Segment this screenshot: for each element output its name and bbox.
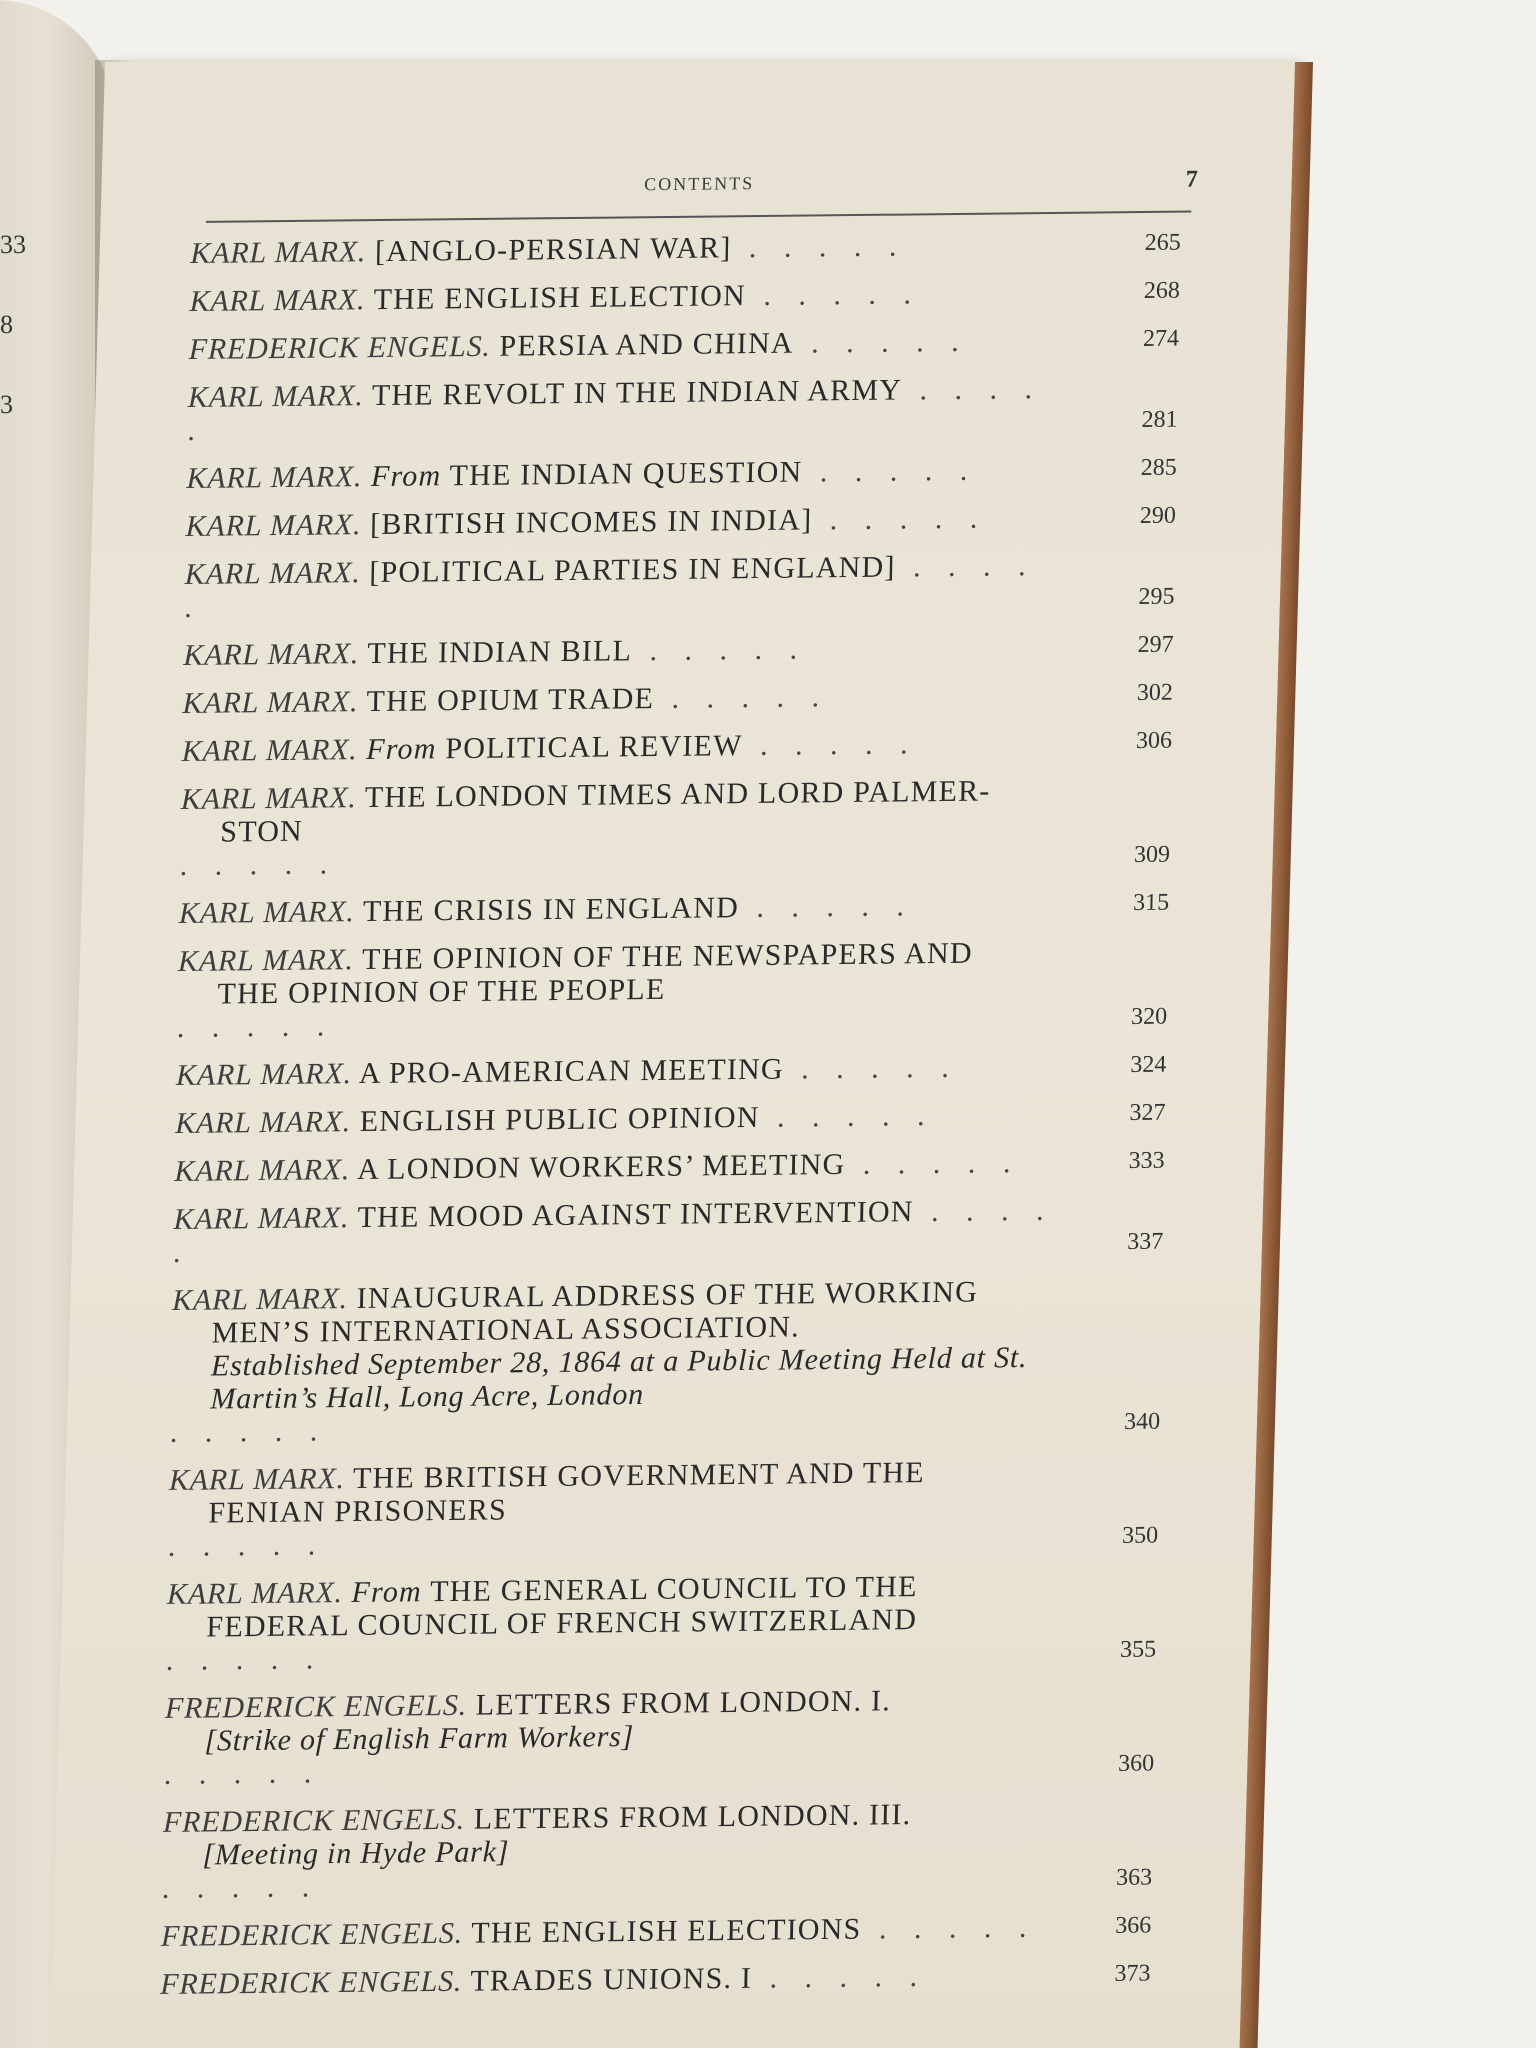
entry-prefix: From bbox=[351, 1575, 423, 1609]
entry-author: FREDERICK ENGELS. bbox=[162, 1802, 466, 1839]
entry-page-number: 302 bbox=[1136, 679, 1174, 706]
dot-leader: . . . . . bbox=[165, 1642, 324, 1677]
entry-title-continuation: FEDERAL COUNCIL OF FRENCH SWITZERLAND bbox=[206, 1603, 918, 1644]
entry-page-number: 360 bbox=[1117, 1750, 1155, 1777]
book-cover-edge bbox=[1240, 62, 1313, 2048]
entry-page-number: 274 bbox=[1142, 325, 1180, 352]
entry-title: THE INDIAN BILL bbox=[367, 634, 633, 671]
entry-title: THE OPINION OF THE NEWSPAPERS AND bbox=[361, 936, 974, 977]
entry-title: THE OPIUM TRADE bbox=[366, 682, 655, 719]
entry-prefix: From bbox=[370, 459, 442, 494]
contents-entry bbox=[189, 275, 1190, 318]
entry-page-number: 333 bbox=[1128, 1147, 1165, 1174]
contents-entry bbox=[174, 1144, 1175, 1187]
dot-leader: . . . . . bbox=[783, 1050, 960, 1086]
entry-author: KARL MARX. bbox=[187, 379, 365, 414]
dot-leader: . . . . . bbox=[802, 453, 978, 489]
entry-page-number: 363 bbox=[1115, 1864, 1153, 1891]
entry-author: KARL MARX. bbox=[168, 1462, 346, 1497]
entry-title: THE ENGLISH ELECTION bbox=[373, 279, 747, 317]
contents-entry bbox=[183, 629, 1184, 672]
entry-page-number: 281 bbox=[1141, 406, 1178, 433]
entry-prefix: From bbox=[365, 732, 437, 767]
entry-title-continuation: MEN’S INTERNATIONAL ASSOCIATION. bbox=[211, 1310, 801, 1350]
entry-title: LETTERS FROM LONDON. III. bbox=[473, 1798, 912, 1836]
dot-leader: . . . . . bbox=[169, 1414, 328, 1449]
entry-author: KARL MARX. bbox=[185, 508, 362, 543]
entry-page-number: 337 bbox=[1127, 1228, 1164, 1255]
entry-author: FREDERICK ENGELS. bbox=[188, 329, 492, 366]
dot-leader: . . . . . bbox=[751, 1959, 928, 1995]
entry-author: KARL MARX. bbox=[182, 685, 359, 720]
entry-author: KARL MARX. bbox=[184, 556, 361, 591]
entry-page-number: 327 bbox=[1129, 1099, 1166, 1126]
entry-title: [POLITICAL PARTIES IN ENGLAND] bbox=[369, 550, 896, 590]
contents-entry bbox=[177, 934, 1179, 1043]
entry-page-number: 350 bbox=[1121, 1522, 1159, 1549]
entry-author: KARL MARX. bbox=[175, 1057, 353, 1092]
entry-title: POLITICAL REVIEW bbox=[445, 729, 743, 766]
entry-subtitle: [Meeting in Hyde Park] bbox=[202, 1835, 510, 1872]
entry-title: LETTERS FROM LONDON. I. bbox=[475, 1684, 892, 1722]
left-page-fragment: 3 bbox=[0, 390, 13, 419]
entry-author: KARL MARX. bbox=[189, 283, 366, 318]
entry-page-number: 324 bbox=[1130, 1051, 1167, 1078]
entry-title: THE LONDON TIMES AND LORD PALMER- bbox=[364, 774, 991, 815]
entry-title: [ANGLO-PERSIAN WAR] bbox=[374, 231, 732, 269]
contents-entry bbox=[170, 1273, 1173, 1448]
entry-author: KARL MARX. bbox=[183, 637, 360, 672]
entry-page-number: 268 bbox=[1143, 277, 1181, 305]
dot-leader: . . . . . bbox=[176, 1009, 335, 1044]
dot-leader: . . . . . bbox=[731, 229, 907, 265]
entry-title: THE INDIAN QUESTION bbox=[449, 455, 803, 493]
entry-title: THE REVOLT IN THE INDIAN ARMY bbox=[371, 373, 903, 413]
entry-title: A PRO-AMERICAN MEETING bbox=[358, 1052, 785, 1091]
entry-page-number: 355 bbox=[1119, 1636, 1157, 1663]
contents-text bbox=[159, 166, 1199, 2016]
entry-page-number: 306 bbox=[1135, 727, 1173, 754]
contents-entry bbox=[168, 1453, 1170, 1562]
contents-entry bbox=[164, 1681, 1166, 1790]
contents-entry bbox=[166, 1567, 1168, 1676]
entry-author: KARL MARX. bbox=[181, 733, 358, 768]
contents-entry bbox=[162, 1795, 1164, 1904]
entry-author: KARL MARX. bbox=[180, 781, 358, 816]
entry-page-number: 373 bbox=[1114, 1960, 1151, 1987]
contents-entry bbox=[175, 1096, 1176, 1139]
entry-author: KARL MARX. bbox=[177, 943, 355, 978]
entry-author: FREDERICK ENGELS. bbox=[159, 1964, 463, 2001]
entry-subtitle: Established September 28, 1864 at a Public Meeting Held at St. Martin’s Hall, Long Acre, London bbox=[210, 1340, 1028, 1416]
entry-author: KARL MARX. bbox=[173, 1201, 350, 1236]
dot-leader: . . . . . bbox=[163, 1756, 322, 1791]
entry-page-number: 297 bbox=[1137, 631, 1174, 658]
contents-entry bbox=[179, 772, 1181, 881]
contents-list bbox=[160, 227, 1191, 2001]
running-head: CONTENTS bbox=[644, 173, 755, 195]
entry-title: [BRITISH INCOMES IN INDIA] bbox=[369, 503, 813, 542]
entry-author: FREDERICK ENGELS. bbox=[160, 1916, 464, 1953]
entry-title: TRADES UNIONS. I bbox=[470, 1961, 753, 1998]
dot-leader: . . . . . bbox=[183, 549, 1036, 624]
entry-title: THE CRISIS IN ENGLAND bbox=[362, 891, 740, 929]
entry-author: KARL MARX. bbox=[178, 895, 356, 930]
contents-entry bbox=[184, 548, 1185, 624]
contents-entry bbox=[186, 452, 1187, 495]
contents-entry bbox=[161, 1909, 1162, 1952]
entry-title: THE BRITISH GOVERNMENT AND THE bbox=[352, 1456, 925, 1496]
entry-title: ENGLISH PUBLIC OPINION bbox=[359, 1100, 760, 1139]
entry-title: THE MOOD AGAINST INTERVENTION bbox=[357, 1195, 914, 1235]
dot-leader: . . . . . bbox=[738, 889, 915, 925]
entry-page-number: 309 bbox=[1133, 841, 1171, 868]
entry-title: A LONDON WORKERS’ MEETING bbox=[357, 1147, 846, 1187]
entry-page-number: 366 bbox=[1115, 1912, 1152, 1939]
entry-page-number: 340 bbox=[1123, 1408, 1161, 1435]
contents-entry bbox=[176, 1048, 1177, 1091]
entry-author: KARL MARX. bbox=[171, 1282, 349, 1317]
entry-title-continuation: FENIAN PRISONERS bbox=[208, 1493, 508, 1530]
dot-leader: . . . . . bbox=[179, 847, 338, 882]
dot-leader: . . . . . bbox=[745, 277, 922, 313]
dot-leader: . . . . . bbox=[187, 372, 1043, 447]
entry-title: THE ENGLISH ELECTIONS bbox=[470, 1912, 862, 1950]
entry-author: KARL MARX. bbox=[186, 460, 363, 495]
entry-title: PERSIA AND CHINA bbox=[499, 326, 795, 363]
dot-leader: . . . . . bbox=[845, 1146, 1021, 1181]
dot-leader: . . . . . bbox=[812, 501, 988, 537]
dot-leader: . . . . . bbox=[653, 680, 830, 716]
entry-page-number: 285 bbox=[1140, 454, 1177, 481]
page-number: 7 bbox=[1185, 166, 1199, 193]
entry-author: KARL MARX. bbox=[174, 1153, 351, 1188]
left-page-fragment: 33 bbox=[0, 230, 26, 259]
dot-leader: . . . . . bbox=[167, 1528, 326, 1563]
entry-title: THE GENERAL COUNCIL TO THE bbox=[429, 1570, 918, 1609]
contents-entry bbox=[179, 886, 1180, 929]
contents-entry bbox=[185, 500, 1186, 543]
entry-page-number: 265 bbox=[1144, 229, 1181, 257]
contents-entry bbox=[173, 1192, 1174, 1268]
dot-leader: . . . . . bbox=[861, 1910, 1037, 1946]
entry-page-number: 290 bbox=[1139, 502, 1177, 529]
contents-entry bbox=[188, 323, 1189, 366]
contents-entry bbox=[187, 371, 1188, 447]
entry-title-continuation: STON bbox=[220, 814, 304, 849]
entry-author: KARL MARX. bbox=[174, 1105, 352, 1140]
page-header bbox=[206, 166, 1199, 223]
entry-subtitle: [Strike of English Farm Workers] bbox=[204, 1719, 635, 1758]
dot-leader: . . . . . bbox=[172, 1193, 1055, 1269]
dot-leader: . . . . . bbox=[161, 1870, 320, 1905]
entry-page-number: 315 bbox=[1132, 889, 1170, 916]
entry-page-number: 320 bbox=[1130, 1003, 1168, 1030]
left-page-fragment: 8 bbox=[0, 310, 13, 339]
contents-entry bbox=[160, 1957, 1161, 2000]
contents-entry bbox=[190, 227, 1191, 270]
contents-entry bbox=[181, 724, 1182, 767]
contents-entry bbox=[182, 677, 1183, 720]
entry-author: FREDERICK ENGELS. bbox=[164, 1688, 468, 1725]
entry-author: KARL MARX. bbox=[166, 1576, 344, 1611]
dot-leader: . . . . . bbox=[793, 324, 970, 360]
entry-title-continuation: THE OPINION OF THE PEOPLE bbox=[217, 972, 666, 1011]
dot-leader: . . . . . bbox=[759, 1098, 935, 1134]
entry-title: INAUGURAL ADDRESS OF THE WORKING bbox=[356, 1275, 979, 1316]
entry-page-number: 295 bbox=[1138, 583, 1175, 610]
dot-leader: . . . . . bbox=[631, 632, 808, 668]
dot-leader: . . . . . bbox=[742, 727, 918, 763]
entry-author: KARL MARX. bbox=[190, 235, 367, 270]
contents-page bbox=[50, 62, 1295, 2048]
